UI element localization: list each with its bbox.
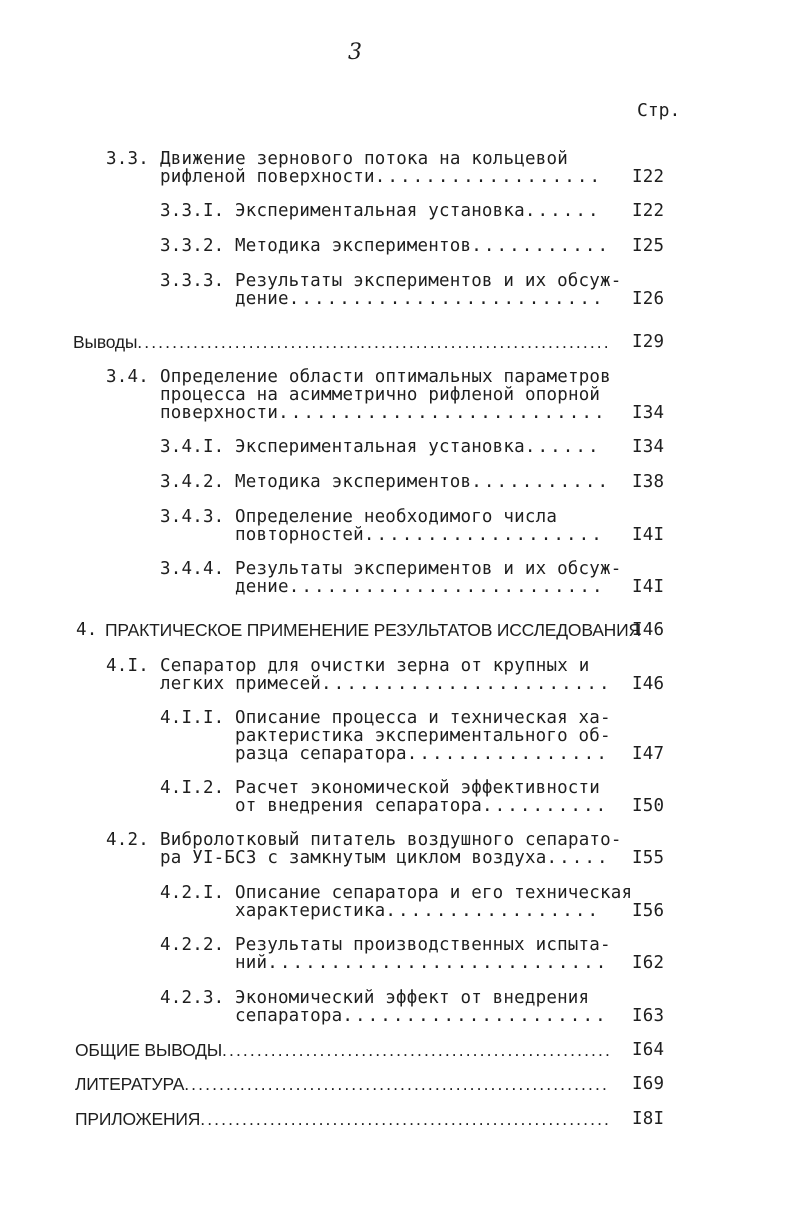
toc-entry xyxy=(0,333,796,351)
toc-entry-title xyxy=(235,272,622,308)
toc-entry-page: I4I xyxy=(632,577,665,597)
page-column-header: Стр. xyxy=(637,100,681,121)
toc-entry-page: I56 xyxy=(632,901,665,921)
toc-entry xyxy=(0,884,796,920)
leader-dots: ...... xyxy=(524,437,601,457)
toc-entry-page: I34 xyxy=(632,437,665,457)
toc-entry-title xyxy=(75,1075,609,1093)
toc-entry xyxy=(0,272,796,308)
toc-entry-number: 3.3. xyxy=(106,149,149,169)
toc-entry-page: I8I xyxy=(632,1109,665,1129)
toc-entry-title-line: Результаты экспериментов и их обсуж- xyxy=(235,271,622,291)
toc-entry-page: I46 xyxy=(632,674,665,694)
toc-entry-page: I22 xyxy=(632,201,665,221)
toc-entry-number: 4.I.I. xyxy=(160,708,225,728)
leader-dots: ........... xyxy=(471,236,611,256)
leader-dots: .................. xyxy=(374,167,603,187)
toc-entry-page: I55 xyxy=(632,848,665,868)
leader-dots: ....................... xyxy=(321,674,612,694)
toc-entry-title-line: ра УI-БСЗ с замкнутым циклом воздуха..... xyxy=(160,848,610,868)
toc-entry-page: I62 xyxy=(632,953,665,973)
toc-entry-title-line: Описание процесса и техническая ха- xyxy=(235,708,611,728)
toc-entry xyxy=(0,237,796,255)
toc-entry-title xyxy=(235,237,610,255)
toc-entry-title xyxy=(75,1041,612,1059)
toc-entry-number: 3.3.2. xyxy=(160,236,225,256)
toc-entry-title xyxy=(160,831,622,867)
toc-entry-page: I64 xyxy=(632,1040,665,1060)
toc-entry xyxy=(0,621,796,639)
toc-entry-number: 3.4.4. xyxy=(160,559,225,579)
toc-entry-title-line: поверхности.......................... xyxy=(160,403,607,423)
toc-entry-title xyxy=(235,202,601,220)
toc-entry-number: 3.4. xyxy=(106,367,149,387)
toc-entry-title-line: Экспериментальная установка...... xyxy=(235,437,601,457)
toc-entry-title-line: Движение зернового потока на кольцевой xyxy=(160,149,568,169)
toc-entry-page: I50 xyxy=(632,796,665,816)
toc-entry-title xyxy=(235,508,604,544)
toc-entry-title xyxy=(160,150,602,186)
toc-entry-title-line: Выводы.................................................................... xyxy=(73,332,611,352)
toc-entry-title-line: ний........................... xyxy=(235,953,609,973)
toc-entry-number: 3.4.3. xyxy=(160,507,225,527)
toc-entry-title-line: ЛИТЕРАТУРА............................................................. xyxy=(75,1074,609,1094)
toc-entry-title-line: Результаты экспериментов и их обсуж- xyxy=(235,559,622,579)
toc-entry-title-line: повторностей................... xyxy=(235,525,604,545)
toc-entry xyxy=(0,1075,796,1093)
leader-dots: ..... xyxy=(546,848,610,868)
toc-entry-number: 4.2.2. xyxy=(160,935,225,955)
leader-dots: ............................................................. xyxy=(184,1074,609,1094)
toc-entry-title-line: легких примесей....................... xyxy=(160,674,612,694)
toc-entry-page: I38 xyxy=(632,472,665,492)
toc-entry-title xyxy=(160,657,612,693)
toc-entry-number: 3.4.2. xyxy=(160,472,225,492)
toc-entry xyxy=(0,508,796,544)
toc-entry-title xyxy=(235,438,601,456)
toc-entry-title xyxy=(105,621,641,639)
toc-entry-title xyxy=(235,936,611,972)
toc-entry-title-line: ПРАКТИЧЕСКОЕ ПРИМЕНЕНИЕ РЕЗУЛЬТАТОВ ИССЛЕДОВАНИЯ xyxy=(105,620,641,640)
toc-entry-number: 3.3.I. xyxy=(160,201,225,221)
toc-entry xyxy=(0,560,796,596)
toc-entry-page: I46 xyxy=(632,620,665,640)
toc-entry-title-line: рифленой поверхности.................. xyxy=(160,167,603,187)
toc-entry-title xyxy=(75,1110,611,1128)
toc-entry-page: I47 xyxy=(632,744,665,764)
toc-entry-title-line: Определение области оптимальных параметров xyxy=(160,367,611,387)
leader-dots: ......................... xyxy=(288,289,605,309)
toc-entry xyxy=(0,657,796,693)
toc-entry-title-line: Методика экспериментов........... xyxy=(235,472,611,492)
leader-dots: .................................................................... xyxy=(137,332,611,352)
toc-entry-number: 4.I. xyxy=(106,656,149,676)
page-number: 3 xyxy=(348,40,362,65)
toc-entry-title-line: Вибролотковый питатель воздушного сепарато- xyxy=(160,830,622,850)
toc-entry-page: I22 xyxy=(632,167,665,187)
toc-entry-title xyxy=(235,709,611,763)
toc-entry-title-line: Методика экспериментов........... xyxy=(235,236,611,256)
toc-entry xyxy=(0,150,796,186)
toc-entry xyxy=(0,368,796,422)
toc-entry-title xyxy=(73,333,611,351)
toc-entry-title-line: процесса на асимметрично рифленой опорной xyxy=(160,385,601,405)
toc-entry-page: I63 xyxy=(632,1006,665,1026)
leader-dots: ......................... xyxy=(288,577,605,597)
toc-entry-title-line: Экономический эффект от внедрения xyxy=(235,988,590,1008)
toc-entry-title-line: сепаратора..................... xyxy=(235,1006,608,1026)
toc-entry-page: I69 xyxy=(632,1074,665,1094)
toc-entry-page: I26 xyxy=(632,289,665,309)
toc-entry xyxy=(0,779,796,815)
toc-entry-page: I25 xyxy=(632,236,665,256)
toc-entry xyxy=(0,1041,796,1059)
toc-entry xyxy=(0,1110,796,1128)
toc-entry xyxy=(0,936,796,972)
toc-entry-title-line: ОБЩИЕ ВЫВОДЫ........................................................ xyxy=(75,1040,612,1060)
toc-entry-number: 4.I.2. xyxy=(160,778,225,798)
toc-entry-page: I4I xyxy=(632,525,665,545)
toc-entry-title-line: Сепаратор для очистки зерна от крупных и xyxy=(160,656,590,676)
toc-entry-number: 3.4.I. xyxy=(160,437,225,457)
leader-dots: ........................... xyxy=(267,953,609,973)
toc-entry-title-line: Описание сепаратора и его техническая xyxy=(235,883,633,903)
toc-entry-title-line: рактеристика экспериментального об- xyxy=(235,726,611,746)
toc-entry-title-line: от внедрения сепаратора.......... xyxy=(235,796,609,816)
toc-entry-title-line: дение......................... xyxy=(235,289,605,309)
leader-dots: .......... xyxy=(481,796,609,816)
leader-dots: ........... xyxy=(471,472,611,492)
toc-entry-number: 3.3.3. xyxy=(160,271,225,291)
toc-entry xyxy=(0,202,796,220)
leader-dots: ........................................................ xyxy=(222,1040,612,1060)
toc-entry-title xyxy=(235,473,610,491)
toc-entry-title-line: разца сепаратора................ xyxy=(235,744,609,764)
toc-entry-number: 4.2. xyxy=(106,830,149,850)
toc-entry-title-line: дение......................... xyxy=(235,577,605,597)
toc-entry-title-line: ПРИЛОЖЕНИЯ........................................................... xyxy=(75,1109,611,1129)
toc-entry-number: 4.2.I. xyxy=(160,883,225,903)
toc-entry-title-line: Результаты производственных испыта- xyxy=(235,935,611,955)
leader-dots: ........................................................... xyxy=(200,1109,611,1129)
toc-entry-title xyxy=(235,884,632,920)
leader-dots: ................... xyxy=(363,525,604,545)
toc-entry-title-line: Экспериментальная установка...... xyxy=(235,201,601,221)
toc-entry-page: I29 xyxy=(632,332,665,352)
toc-entry xyxy=(0,831,796,867)
leader-dots: ..................... xyxy=(342,1006,608,1026)
toc-entry-title xyxy=(235,779,608,815)
leader-dots: ...... xyxy=(524,201,601,221)
leader-dots: ................. xyxy=(385,901,601,921)
toc-entry-title xyxy=(235,560,622,596)
toc-entry-page: I34 xyxy=(632,403,665,423)
toc-entry xyxy=(0,438,796,456)
toc-entry-number: 4.2.3. xyxy=(160,988,225,1008)
toc-entry xyxy=(0,709,796,763)
toc-entry-title xyxy=(160,368,611,422)
toc-entry-title-line: характеристика................. xyxy=(235,901,601,921)
toc-entry-title-line: Определение необходимого числа xyxy=(235,507,558,527)
toc-entry xyxy=(0,989,796,1025)
toc-entry-title-line: Расчет экономической эффективности xyxy=(235,778,601,798)
toc-entry xyxy=(0,473,796,491)
leader-dots: .......................... xyxy=(278,403,607,423)
toc-entry-title xyxy=(235,989,608,1025)
leader-dots: ................ xyxy=(406,744,609,764)
toc-entry-number: 4. xyxy=(76,620,98,640)
